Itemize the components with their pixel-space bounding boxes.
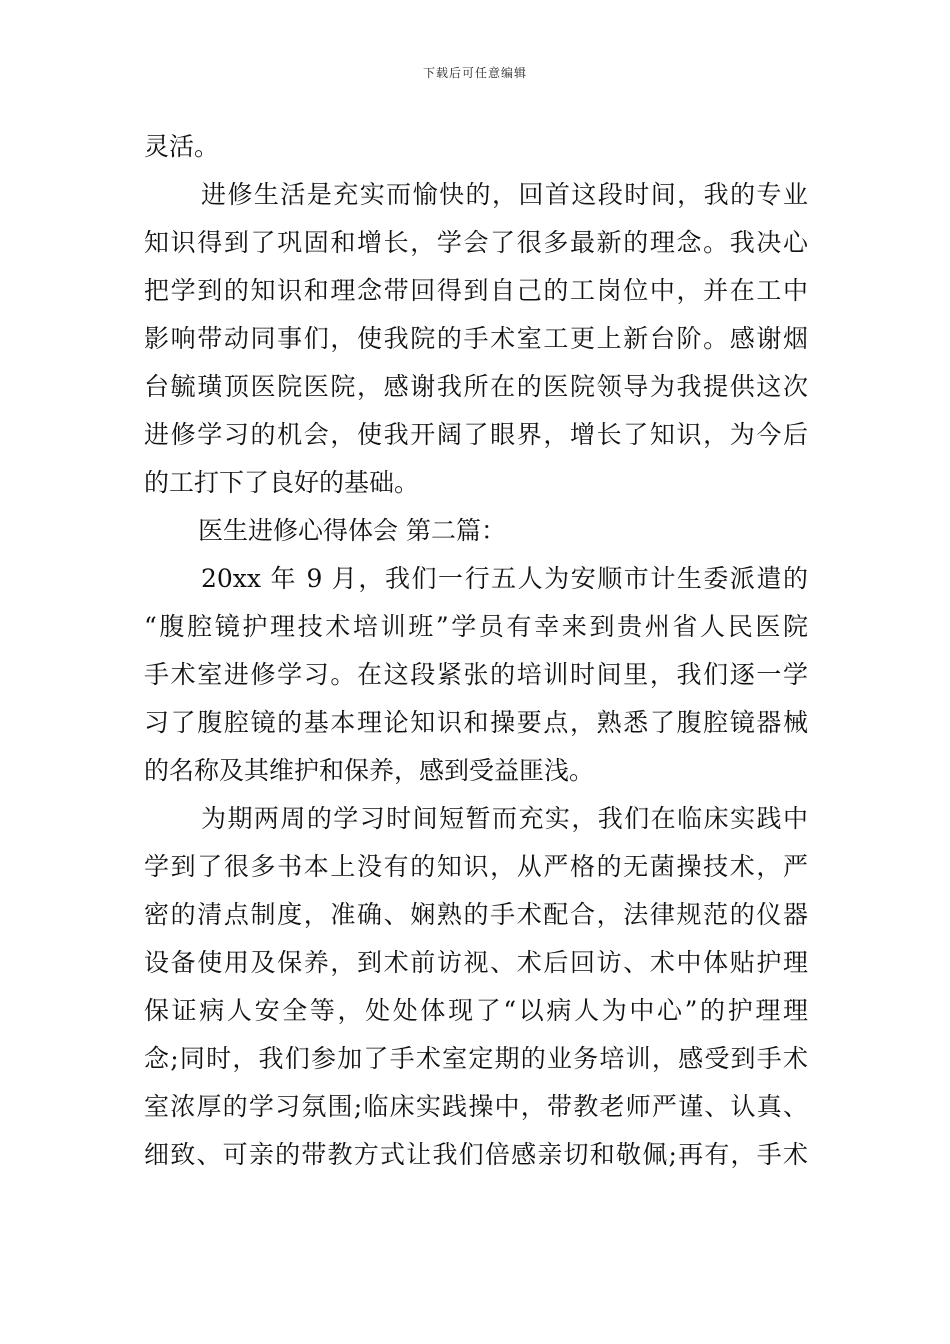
text-line: 影响带动同事们，使我院的手术室工更上新台阶。感谢烟 bbox=[144, 324, 808, 353]
text-line: 的工打下了良好的基础。 bbox=[144, 468, 420, 497]
text-line: “腹腔镜护理技术培训班”学员有幸来到贵州省人民医院 bbox=[144, 612, 808, 641]
text-line: 保证病人安全等，处处体现了“以病人为中心”的护理理 bbox=[144, 996, 808, 1025]
text-line: 设备使用及保养，到术前访视、术后回访、术中体贴护理 bbox=[144, 948, 808, 977]
text-line: 的名称及其维护和保养，感到受益匪浅。 bbox=[144, 756, 595, 785]
page-header: 下载后可任意编辑 bbox=[422, 66, 527, 80]
text-line: 室浓厚的学习氛围;临床实践操中，带教老师严谨、认真、 bbox=[144, 1092, 808, 1121]
text-line: 习了腹腔镜的基本理论知识和操要点，熟悉了腹腔镜器械 bbox=[144, 708, 808, 737]
text-line: 知识得到了巩固和增长，学会了很多最新的理念。我决心 bbox=[144, 228, 808, 257]
section-heading: 医生进修心得体会 第二篇： bbox=[198, 516, 506, 545]
text-line: 把学到的知识和理念带回得到自己的工岗位中，并在工中 bbox=[144, 276, 808, 305]
text-line: 灵活。 bbox=[144, 132, 220, 161]
text-line: 进修学习的机会，使我开阔了眼界，增长了知识，为今后 bbox=[144, 420, 808, 449]
text-line: 细致、可亲的带教方式让我们倍感亲切和敬佩;再有，手术 bbox=[144, 1140, 808, 1169]
text-line: 手术室进修学习。在这段紧张的培训时间里，我们逐一学 bbox=[144, 660, 808, 689]
paragraph-first-line: 20xx 年 9 月，我们一行五人为安顺市计生委派遣的 bbox=[201, 564, 808, 593]
paragraph-first-line: 进修生活是充实而愉快的，回首这段时间，我的专业 bbox=[201, 180, 808, 209]
text-line: 学到了很多书本上没有的知识，从严格的无菌操技术，严 bbox=[144, 852, 808, 881]
text-line: 密的清点制度，准确、娴熟的手术配合，法律规范的仪器 bbox=[144, 900, 808, 929]
paragraph-first-line: 为期两周的学习时间短暂而充实，我们在临床实践中 bbox=[201, 804, 808, 833]
text-line: 念;同时，我们参加了手术室定期的业务培训，感受到手术 bbox=[144, 1044, 808, 1073]
document-body bbox=[144, 123, 808, 1179]
text-line: 台毓璜顶医院医院，感谢我所在的医院领导为我提供这次 bbox=[144, 372, 808, 401]
